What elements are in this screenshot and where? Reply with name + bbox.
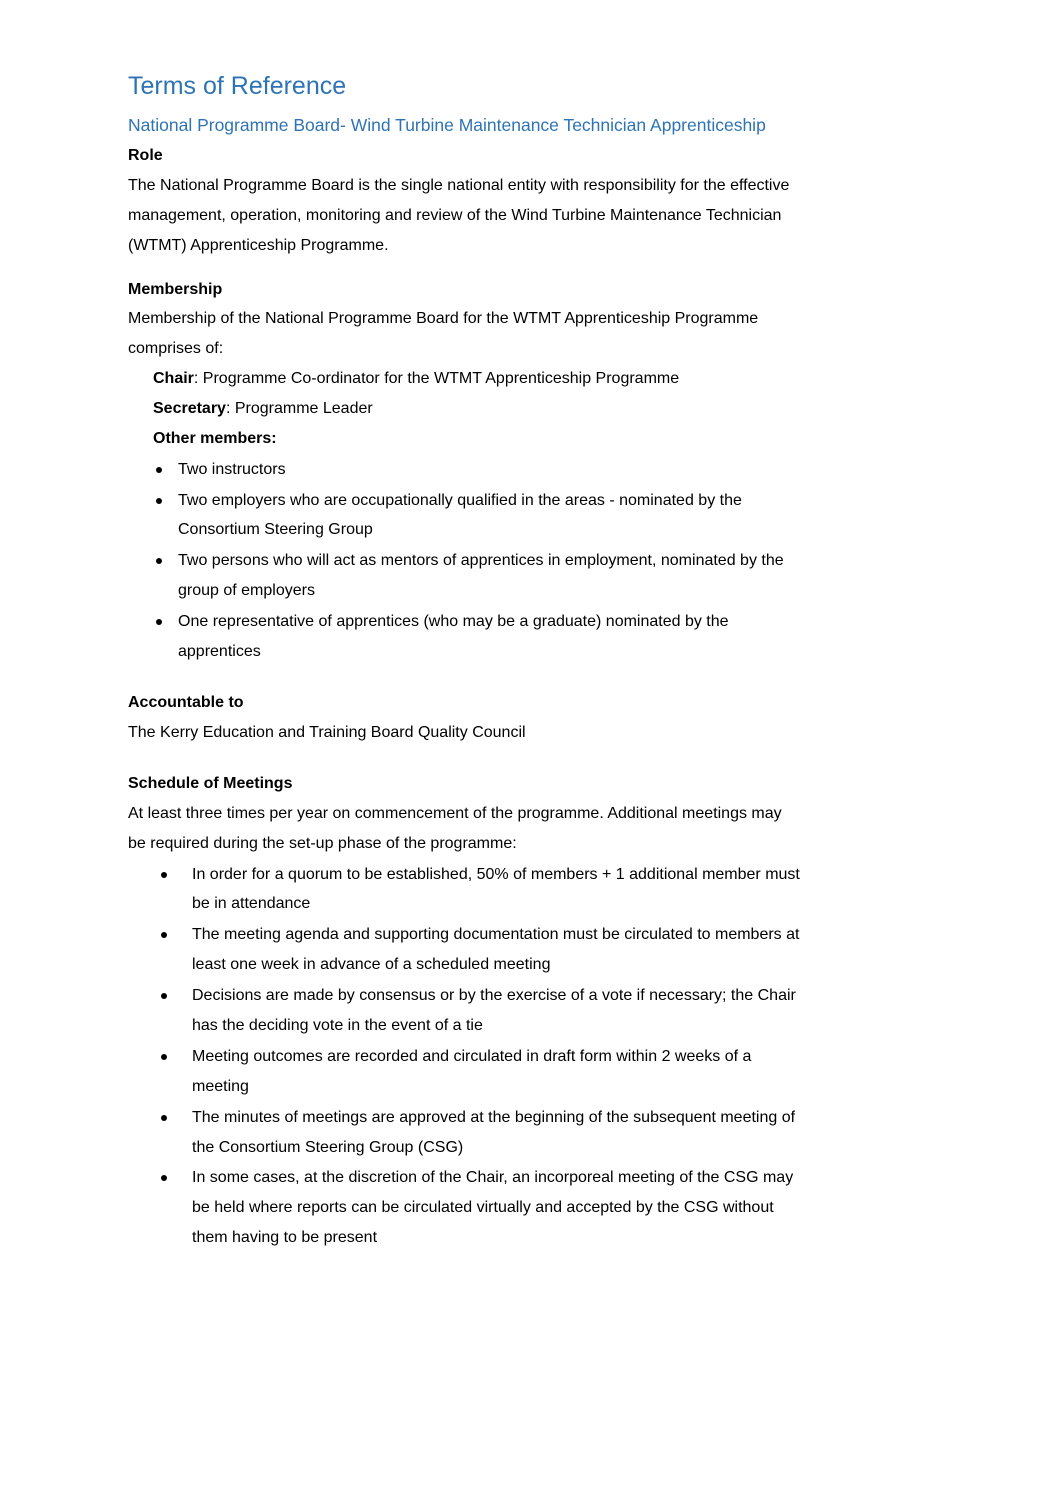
list-item-continuation: meeting (192, 1078, 249, 1095)
bullet-icon (156, 467, 162, 473)
bullet-icon (156, 498, 162, 504)
document-title: Terms of Reference (128, 72, 347, 100)
list-item-continuation: apprentices (178, 643, 261, 660)
list-item: In some cases, at the discretion of the Chair, an incorporeal meeting of the CSG may (192, 1169, 794, 1186)
list-item: Two persons who will act as mentors of apprentices in employment, nominated by the (178, 552, 784, 569)
secretary-text: : Programme Leader (225, 400, 373, 417)
list-item-continuation: be held where reports can be circulated virtually and accepted by the CSG without (192, 1199, 774, 1216)
schedule-text-line: At least three times per year on commencement of the programme. Additional meetings may (128, 805, 782, 822)
membership-text-line: Membership of the National Programme Board for the WTMT Apprenticeship Programme (128, 310, 759, 327)
role-text-line: The National Programme Board is the single national entity with responsibility for the effective (128, 177, 790, 194)
bullet-icon (161, 872, 167, 878)
chair-text: : Programme Co-ordinator for the WTMT Apprenticeship Programme (193, 370, 680, 387)
list-item-continuation: least one week in advance of a scheduled meeting (192, 956, 551, 973)
secretary-line (153, 399, 373, 419)
list-item: Decisions are made by consensus or by the exercise of a vote if necessary; the Chair (192, 987, 796, 1004)
schedule-heading: Schedule of Meetings (128, 775, 293, 792)
membership-heading: Membership (128, 281, 223, 298)
accountable-text: The Kerry Education and Training Board Quality Council (128, 724, 526, 741)
bullet-icon (161, 932, 167, 938)
list-item: Two employers who are occupationally qualified in the areas - nominated by the (178, 492, 742, 509)
list-item: The minutes of meetings are approved at the beginning of the subsequent meeting of (192, 1109, 796, 1126)
bullet-icon (161, 1115, 167, 1121)
list-item: The meeting agenda and supporting documentation must be circulated to members at (192, 926, 800, 943)
chair-label: Chair (153, 370, 194, 387)
chair-line (153, 369, 679, 389)
list-item-continuation: group of employers (178, 582, 315, 599)
role-text-line: management, operation, monitoring and review of the Wind Turbine Maintenance Technician (128, 207, 782, 224)
membership-text-line: comprises of: (128, 340, 224, 357)
list-item: In order for a quorum to be established, 50% of members + 1 additional member must (192, 866, 800, 883)
list-item-continuation: be in attendance (192, 895, 311, 912)
secretary-label: Secretary (153, 400, 226, 417)
bullet-icon (156, 558, 162, 564)
list-item-continuation: them having to be present (192, 1229, 378, 1246)
list-item: One representative of apprentices (who may be a graduate) nominated by the (178, 613, 729, 630)
role-heading: Role (128, 147, 163, 164)
bullet-icon (161, 1175, 167, 1181)
bullet-icon (156, 619, 162, 625)
role-text-line: (WTMT) Apprenticeship Programme. (128, 237, 389, 254)
bullet-icon (161, 993, 167, 999)
list-item-continuation: Consortium Steering Group (178, 521, 373, 538)
list-item: Meeting outcomes are recorded and circulated in draft form within 2 weeks of a (192, 1048, 752, 1065)
accountable-heading: Accountable to (128, 694, 244, 711)
schedule-text-line: be required during the set-up phase of the programme: (128, 835, 517, 852)
other-members-label: Other members: (153, 430, 277, 447)
list-item-continuation: the Consortium Steering Group (CSG) (192, 1139, 464, 1156)
list-item-continuation: has the deciding vote in the event of a tie (192, 1017, 483, 1034)
bullet-icon (161, 1054, 167, 1060)
list-item: Two instructors (178, 461, 286, 478)
document-subtitle: National Programme Board- Wind Turbine Maintenance Technician Apprenticeship (128, 115, 766, 135)
